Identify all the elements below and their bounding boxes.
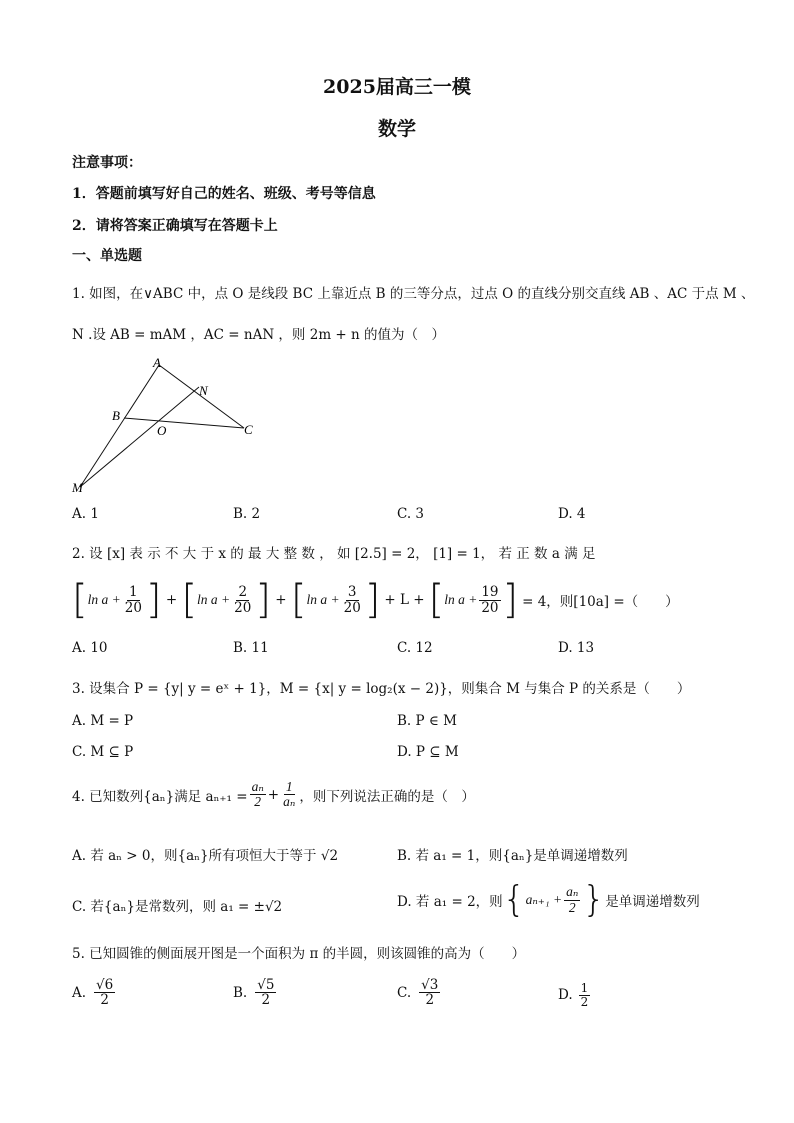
label-M: M	[72, 480, 83, 495]
floor-term-2: [ ln a + $\frac{2}{20}$ ]	[181, 577, 271, 623]
floor-term-1: [ ln a + $\frac{1}{20}$ ]	[72, 577, 162, 623]
label-C: C	[244, 422, 253, 437]
page-title: 2025届高三一模	[323, 76, 471, 98]
section-heading: 一、单选题	[72, 248, 142, 264]
q4-option-b: B. 若 a₁ = 1，则{aₙ}是单调递增数列	[397, 848, 628, 864]
q3-option-c: C. M ⊆ P	[72, 744, 134, 760]
question-1-line2: N .设 AB = mAM ，AC = nAN ，则 2m + n 的值为（ ）	[72, 327, 445, 343]
q5-option-d: D. $\frac{1}{2}$	[558, 981, 589, 1009]
label-N: N	[199, 383, 208, 398]
question-2-formula: [ ln a + $\frac{1}{20}$ ] + [ ln a + $\frac{2}{20}$ ] + [ ln a + $\frac{3}{20}$ ] + L + [ ln a + $\frac{19}{20}$ ] = 4，则[10a] =（ ）	[72, 577, 679, 623]
triangle-figure	[68, 355, 268, 500]
subject-title: 数学	[377, 118, 416, 140]
floor-term-3: [ ln a + $\frac{3}{20}$ ]	[290, 577, 381, 623]
q5-option-a: A. $\frac{√6}{2}$	[72, 977, 114, 1009]
q1-option-c: C. 3	[397, 506, 425, 522]
label-B: B	[112, 408, 120, 423]
q2-tail: = 4，则[10a] =（ ）	[522, 594, 679, 610]
label-A: A	[153, 355, 161, 370]
note-item: 2．请将答案正确填写在答题卡上	[72, 218, 278, 234]
q2-option-d: D. 13	[558, 640, 595, 656]
q3-option-b: B. P ∈ M	[397, 713, 457, 729]
line-MN	[80, 387, 199, 487]
q1-option-d: D. 4	[558, 506, 586, 522]
q4-option-a: A. 若 aₙ > 0，则{aₙ}所有项恒大于等于 √2	[72, 848, 339, 864]
question-5: 5. 已知圆锥的侧面展开图是一个面积为 π 的半圆，则该圆锥的高为（ ）	[72, 946, 526, 962]
q4-option-c: C. 若{aₙ}是常数列，则 a₁ = ±√2	[72, 899, 283, 915]
ellipsis: + L +	[384, 592, 425, 608]
note-item: 1．答题前填写好自己的姓名、班级、考号等信息	[72, 186, 376, 202]
question-4: 4. 已知数列{aₙ}满足 aₙ₊₁ = $\frac{\text{aₙ}}{2}$ + $\frac{1}{\text{aₙ}}$ ，则下列说法正确的是（ ）	[72, 779, 475, 810]
q3-option-d: D. P ⊆ M	[397, 744, 459, 760]
q3-option-a: A. M = P	[72, 713, 134, 729]
question-3: 3. 设集合 P = {y| y = eˣ + 1}，M = {x| y = log₂(x − 2)}，则集合 M 与集合 P 的关系是（ ）	[72, 681, 691, 697]
question-2-line1: 2. 设 [x] 表 示 不 大 于 x 的 最 大 整 数 ， 如 [2.5] = 2， [1] = 1， 若 正 数 a 满 足	[72, 546, 596, 562]
q5-option-c: C. $\frac{√3}{2}$	[397, 977, 439, 1009]
question-1-line1: 1. 如图，在∨ABC 中，点 O 是线段 BC 上靠近点 B 的三等分点，过点 O 的直线分别交直线 AB 、AC 于点 M 、	[72, 286, 755, 302]
q1-option-a: A. 1	[72, 506, 99, 522]
line-BC	[124, 418, 244, 428]
q2-option-c: C. 12	[397, 640, 433, 656]
q2-option-a: A. 10	[72, 640, 108, 656]
floor-term-19: [ ln a + $\frac{19}{20}$ ]	[428, 577, 519, 623]
q1-option-b: B. 2	[233, 506, 261, 522]
q4-option-d: D. 若 a₁ = 2，则 { aₙ₊₁ + $\frac{\text{aₙ}}{2}$ } 是单调递增数列	[397, 879, 700, 920]
line-AM	[80, 365, 159, 487]
label-O: O	[157, 423, 167, 438]
q2-option-b: B. 11	[233, 640, 269, 656]
notes-heading: 注意事项：	[72, 155, 142, 171]
q5-option-b: B. $\frac{√5}{2}$	[233, 977, 275, 1009]
